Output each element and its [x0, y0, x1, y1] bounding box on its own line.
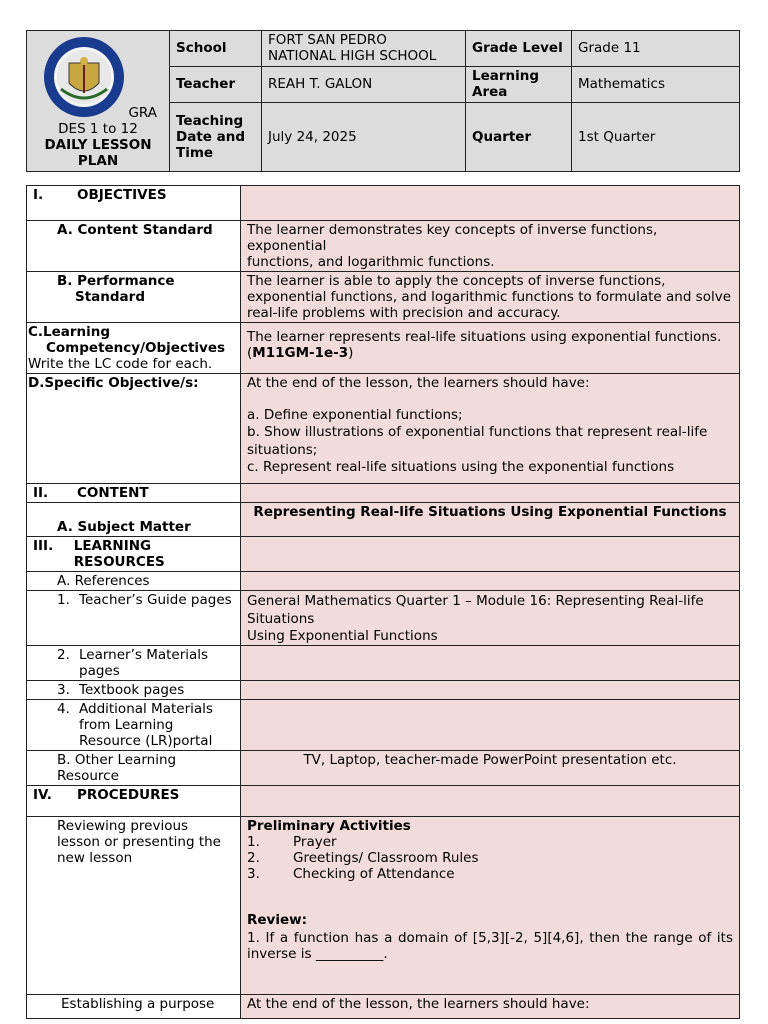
specific-objectives-label: D.Specific Objective/s:: [27, 374, 241, 484]
resources-heading: III. LEARNING RESOURCES: [27, 537, 241, 572]
table-row: [27, 995, 740, 1019]
specific-objectives-text: At the end of the lesson, the learners should have: a. Define exponential functions; b. Show illustrations of exponential functions that represent real-life situations; c. Represent real-life situations using the exponential functions: [241, 374, 740, 484]
learners-materials-label: 2. Learner’s Materials pages: [27, 646, 241, 681]
table-row: [27, 681, 740, 700]
table-row: [27, 572, 740, 591]
procedures-heading: IV. PROCEDURES: [27, 786, 241, 817]
table-row: [27, 817, 740, 995]
grade-label: Grade Level: [466, 31, 572, 67]
table-row: [27, 646, 740, 681]
other-resources-label: B. Other Learning Resource: [27, 751, 241, 786]
table-row: [27, 272, 740, 323]
table-row: [27, 484, 740, 503]
lesson-plan-table: [26, 185, 740, 1019]
teacher-label: Teacher: [170, 66, 262, 102]
table-row: [27, 221, 740, 272]
list-item: 3. Checking of Attendance: [247, 866, 455, 882]
table-row: [27, 374, 740, 484]
table-row: [27, 786, 740, 817]
review-label: Reviewing previous lesson or presenting the new lesson: [27, 817, 241, 995]
performance-standard-label: B. Performance Standard: [27, 272, 241, 323]
school-value: FORT SAN PEDRO NATIONAL HIGH SCHOOL: [262, 31, 466, 67]
teachers-guide-label: 1. Teacher’s Guide pages: [27, 591, 241, 646]
area-value: Mathematics: [572, 66, 740, 102]
content-heading: II. CONTENT: [27, 484, 241, 503]
objectives-heading: I. OBJECTIVES: [27, 186, 241, 221]
other-resources-text: TV, Laptop, teacher-made PowerPoint presentation etc.: [241, 751, 740, 786]
list-item: 1. Prayer: [247, 834, 337, 850]
logo-caption-c: DAILY LESSON PLAN: [44, 137, 152, 169]
purpose-label: Establishing a purpose: [27, 995, 241, 1019]
list-item: 2. Greetings/ Classroom Rules: [247, 850, 479, 866]
competency-label: C.Learning Competency/Objectives Write the LC code for each.: [27, 323, 241, 374]
review-content: Preliminary Activities 1. Prayer 2. Greetings/ Classroom Rules 3. Checking of Attendance Review: 1. If a function has a domain of [5,3][-2, 5][4,6], then the range of its inverse is __________.: [241, 817, 740, 995]
table-row: [27, 591, 740, 646]
subject-matter-label: A. Subject Matter: [27, 503, 241, 537]
quarter-value: 1st Quarter: [572, 102, 740, 172]
logo-caption-a: GRA: [128, 105, 157, 121]
teacher-value: REAH T. GALON: [262, 66, 466, 102]
table-row: [27, 537, 740, 572]
header-table: [26, 30, 740, 172]
competency-text: The learner represents real-life situations using exponential functions. (M11GM-1e-3): [241, 323, 740, 374]
grade-value: Grade 11: [572, 31, 740, 67]
table-row: [27, 751, 740, 786]
date-label: Teaching Date and Time: [170, 102, 262, 172]
content-standard-label: A. Content Standard: [27, 221, 241, 272]
purpose-text: At the end of the lesson, the learners should have:: [241, 995, 740, 1019]
content-standard-text: The learner demonstrates key concepts of inverse functions, exponential functions, and logarithmic functions.: [241, 221, 740, 272]
performance-standard-text: The learner is able to apply the concepts of inverse functions, exponential functions, and logarithmic functions to formulate and solve real-life problems with precision and accuracy.: [241, 272, 740, 323]
table-row: [27, 700, 740, 751]
school-label: School: [170, 31, 262, 67]
quarter-label: Quarter: [466, 102, 572, 172]
table-row: [27, 323, 740, 374]
teachers-guide-text: General Mathematics Quarter 1 – Module 16: Representing Real-life Situations Using Exponential Functions: [241, 591, 740, 646]
area-label: Learning Area: [466, 66, 572, 102]
subject-matter-text: Representing Real-life Situations Using Exponential Functions: [241, 503, 740, 537]
table-row: [27, 503, 740, 537]
references-label: A. References: [27, 572, 241, 591]
additional-materials-label: 4. Additional Materials from Learning Resource (LR)portal: [27, 700, 241, 751]
logo-cell: [27, 31, 170, 172]
date-value: July 24, 2025: [262, 102, 466, 172]
textbook-label: 3. Textbook pages: [27, 681, 241, 700]
prelim-list: [247, 834, 733, 882]
table-row: [27, 186, 740, 221]
logo-caption-b: DES 1 to 12: [58, 121, 138, 137]
